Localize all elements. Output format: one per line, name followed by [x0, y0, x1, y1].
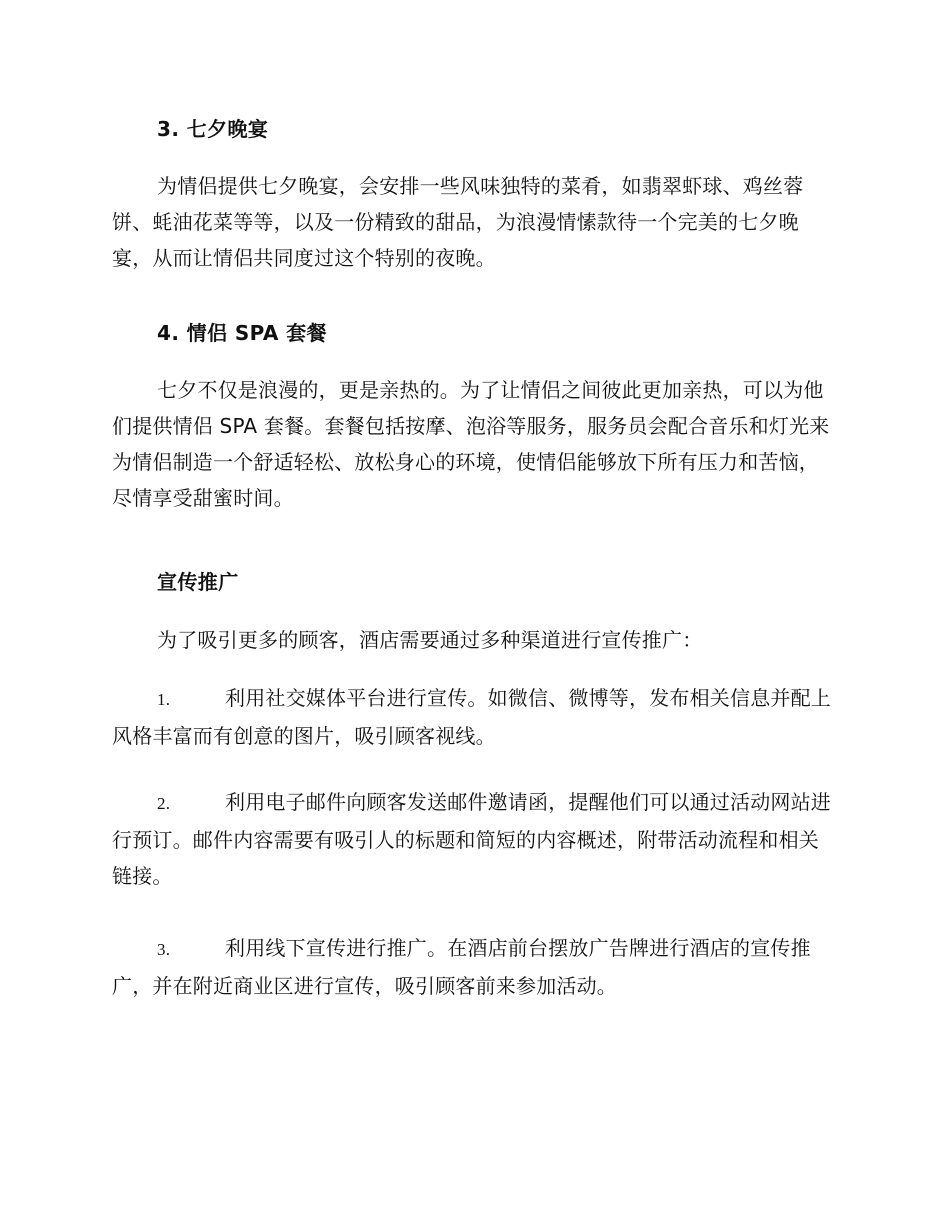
promotion-intro-text: 为了吸引更多的顾客，酒店需要通过多种渠道进行宣传推广： [157, 628, 703, 652]
section-heading-promotion: 宣传推广 [157, 570, 239, 594]
spa-paragraph-text: 七夕不仅是浪漫的，更是亲热的。为了让情侣之间彼此更加亲热，可以为他们提供情侣 SPA 套餐。套餐包括按摩、泡浴等服务，服务员会配合音乐和灯光来为情侣制造一个舒适轻松、放松身心的环境，使情侣能够放下所有压力和苦恼，尽情享受甜蜜时间。 [112, 378, 830, 510]
list-item-number: 2. [157, 794, 171, 813]
banquet-paragraph-text: 为情侣提供七夕晚宴，会安排一些风味独特的菜肴，如翡翠虾球、鸡丝蓉饼、蚝油花菜等等，以及一份精致的甜品，为浪漫情愫款待一个完美的七夕晚宴，从而让情侣共同度过这个特别的夜晚。 [112, 174, 804, 270]
list-item-text: 利用线下宣传进行推广。在酒店前台摆放广告牌进行酒店的宣传推广，并在附近商业区进行宣传，吸引顾客前来参加活动。 [112, 936, 811, 998]
list-item-number: 3. [157, 940, 171, 959]
list-item [112, 784, 834, 894]
spa-paragraph [112, 372, 834, 516]
list-item-number: 1. [157, 690, 171, 709]
list-item [112, 930, 834, 1004]
banquet-paragraph [112, 168, 834, 276]
list-item [112, 680, 834, 754]
section-heading-spa: 4. 情侣 SPA 套餐 [157, 321, 327, 345]
list-item-text: 利用社交媒体平台进行宣传。如微信、微博等，发布相关信息并配上风格丰富而有创意的图片，吸引顾客视线。 [112, 686, 831, 748]
section-heading-banquet: 3. 七夕晚宴 [157, 117, 269, 141]
promotion-intro [112, 622, 834, 658]
list-item-text: 利用电子邮件向顾客发送邮件邀请函，提醒他们可以通过活动网站进行预订。邮件内容需要有吸引人的标题和简短的内容概述，附带活动流程和相关链接。 [112, 790, 831, 888]
